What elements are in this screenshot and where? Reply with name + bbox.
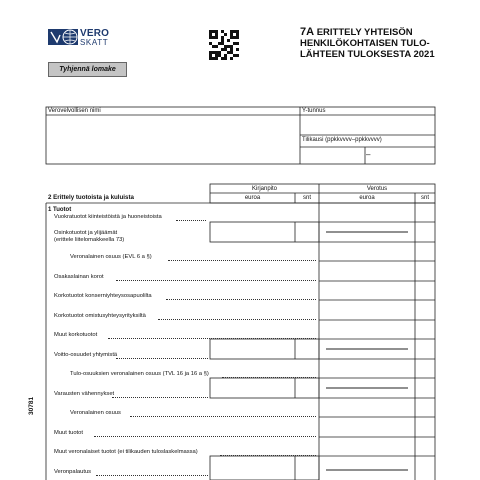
period-end-field[interactable]: [372, 148, 434, 163]
row-label: Veronalainen osuus: [70, 410, 121, 416]
clear-form-button[interactable]: Tyhjennä lomake: [48, 62, 127, 77]
row-label: Osakaslainan korot: [54, 274, 104, 280]
period-start-field[interactable]: [301, 148, 364, 163]
osinko-kirjanpito-cents-input[interactable]: [296, 223, 318, 241]
row-label: Muut tuotot: [54, 430, 84, 436]
row-label: Korkotuotot omistusyhteysyrityksiltä: [54, 313, 146, 319]
row-label: Tulo-osuuksien veronalainen osuus (TVL 16 ja 16 a §): [70, 371, 209, 377]
col-kirjanpito: Kirjanpito: [251, 186, 277, 192]
voitto-osuudet-kirjanpito-input[interactable]: [211, 340, 294, 358]
row-label: Korkotuotot konserniyhteysosapuolilta: [54, 293, 152, 299]
osinko-kirjanpito-euros-input[interactable]: [211, 223, 294, 241]
period-label: Tilikausi (ppkkvvvv–ppkkvvvv): [302, 137, 382, 143]
form-side-code: 30781: [28, 396, 35, 415]
section-title: 2 Erittely tuotoista ja kuluista: [48, 194, 134, 201]
row-label: Veronpalautus: [54, 469, 92, 475]
row-label: Varausten vähennykset: [54, 391, 115, 397]
col-euros-1: euroa: [244, 195, 261, 201]
row-label: Veronalainen osuus (EVL 6 a §): [70, 254, 152, 260]
vuokra-verotus-euros-input[interactable]: [320, 204, 414, 221]
col-euros-2: euroa: [359, 195, 375, 201]
row-label: (erittele liitelomakkeella 73): [54, 237, 125, 243]
varaukset-kirjanpito-input[interactable]: [211, 379, 294, 397]
row-label: Muut veronalaiset tuotot (ei tilikauden tuloslaskelmassa): [54, 449, 198, 455]
taxpayer-name-field[interactable]: [47, 116, 299, 163]
col-cents-2: snt: [420, 195, 429, 201]
form-title-line2: HENKILÖKOHTAISEN TULO-: [300, 38, 430, 49]
taxpayer-name-label: Verovelvollisen nimi: [48, 108, 101, 114]
row-label: Vuokratuotot kiinteistöistä ja huoneistoista: [54, 214, 162, 220]
col-cents-1: snt: [302, 195, 311, 201]
subsection-title: 1 Tuotot: [48, 207, 72, 213]
row-label: Osinkotuotot ja ylijäämät: [54, 230, 118, 236]
veronalainen-verotus-euros-input[interactable]: [320, 243, 414, 260]
row-label: Voitto-osuudet yhtymistä: [54, 352, 118, 358]
form-title-line1: ERITTELY YHTEISÖN: [316, 27, 413, 38]
row-label: Muut korkotuotot: [54, 332, 98, 338]
business-id-field[interactable]: [301, 116, 434, 134]
form-title-line3: LÄHTEEN TULOKSESTA 2021: [300, 49, 435, 60]
logo-text-skatt: SKATT: [80, 38, 109, 47]
business-id-label: Y-tunnus: [302, 108, 326, 114]
veronpalautus-kirjanpito-input[interactable]: [211, 457, 294, 479]
col-verotus: Verotus: [366, 186, 388, 192]
logo-text-vero: VERO: [80, 28, 110, 39]
osakaslaina-verotus-euros-input[interactable]: [320, 262, 414, 280]
form-number: 7A: [300, 26, 315, 38]
period-separator: –: [366, 150, 371, 159]
